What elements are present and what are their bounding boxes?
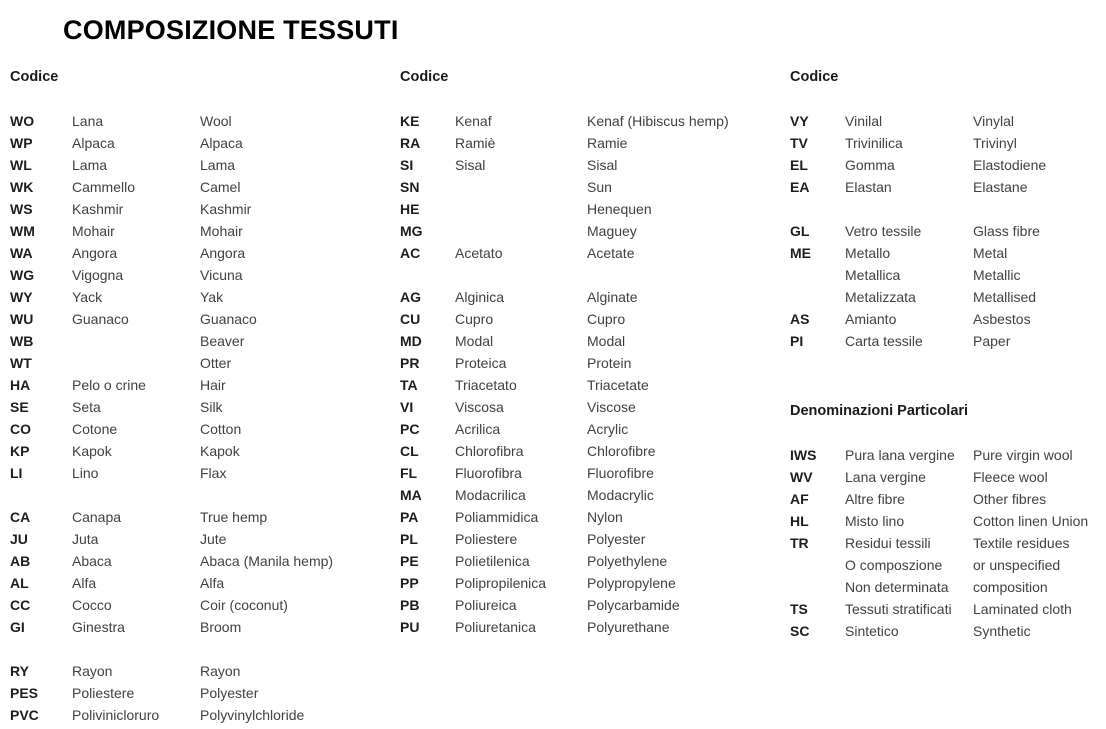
code-group — [790, 444, 1106, 642]
fiber-name-italian: Vetro tessile — [845, 223, 922, 239]
fiber-name-italian — [72, 352, 200, 374]
fiber-code: EL — [790, 157, 808, 173]
fiber-code: WT — [10, 355, 32, 371]
fiber-name-english: Guanaco — [200, 311, 257, 327]
fiber-name-english: Laminated cloth — [973, 601, 1072, 617]
fiber-code: HL — [790, 513, 809, 529]
fiber-name-english: Polyvinylchloride — [200, 707, 305, 723]
table-row — [790, 330, 1106, 352]
fiber-name-italian: Polivinicloruro — [72, 707, 160, 723]
codes-column-3 — [790, 66, 1106, 642]
fiber-name-italian: Polietilenica — [455, 553, 530, 569]
fiber-code: PP — [400, 575, 419, 591]
table-row — [10, 132, 392, 154]
table-row — [10, 110, 392, 132]
fiber-name-english: Polyurethane — [587, 619, 670, 635]
table-row — [400, 572, 778, 594]
fiber-name-english: Fleece wool — [973, 469, 1048, 485]
fiber-code: GL — [790, 223, 810, 239]
fiber-name-italian: Alginica — [455, 289, 505, 305]
page-title: COMPOSIZIONE TESSUTI — [63, 15, 399, 45]
fiber-code: PB — [400, 597, 420, 613]
table-row — [790, 286, 1106, 308]
table-row — [790, 598, 1106, 620]
fiber-name-english: Maguey — [587, 223, 637, 239]
table-row — [400, 352, 778, 374]
fiber-name-italian: Guanaco — [72, 311, 129, 327]
fiber-name-italian: Cammello — [72, 179, 136, 195]
table-row — [790, 488, 1106, 510]
section-header: Codice — [400, 69, 449, 85]
table-row — [10, 704, 392, 726]
fiber-code: WA — [10, 245, 33, 261]
fiber-name-english: Broom — [200, 619, 242, 635]
fiber-name-english: Vinylal — [973, 113, 1014, 129]
table-row — [400, 154, 778, 176]
fiber-name-italian: Poliuretanica — [455, 619, 536, 635]
table-row — [400, 374, 778, 396]
fiber-name-italian: Kapok — [72, 443, 112, 459]
fiber-name-italian: Seta — [72, 399, 101, 415]
table-row — [10, 528, 392, 550]
table-row — [10, 242, 392, 264]
fiber-name-english: Rayon — [200, 663, 241, 679]
codes-column-1 — [10, 66, 392, 726]
fiber-name-english: Cupro — [587, 311, 626, 327]
fiber-code: AC — [400, 245, 421, 261]
fiber-name-english: Abaca (Manila hemp) — [200, 553, 334, 569]
fiber-code: CO — [10, 421, 31, 437]
table-row — [790, 154, 1106, 176]
code-section — [400, 66, 778, 638]
fiber-code: VI — [400, 399, 414, 415]
fiber-name-english: Polyester — [200, 685, 259, 701]
fiber-name-english: Synthetic — [973, 623, 1031, 639]
fiber-code: TV — [790, 135, 808, 151]
fiber-code — [790, 554, 845, 576]
fiber-name-italian: Alpaca — [72, 135, 115, 151]
table-row — [790, 308, 1106, 330]
fiber-code: PR — [400, 355, 420, 371]
fiber-name-english: Polyethylene — [587, 553, 668, 569]
fiber-code: KE — [400, 113, 420, 129]
table-row — [400, 616, 778, 638]
fiber-code: PA — [400, 509, 419, 525]
table-row — [400, 242, 778, 264]
fiber-name-english: Kenaf (Hibiscus hemp) — [587, 113, 729, 129]
fiber-name-english: Coir (coconut) — [200, 597, 288, 613]
fiber-name-italian: Altre fibre — [845, 491, 905, 507]
fiber-code: WG — [10, 267, 35, 283]
fiber-name-english: Vicuna — [200, 267, 243, 283]
table-row — [400, 330, 778, 352]
table-row — [400, 110, 778, 132]
table-row — [10, 264, 392, 286]
fiber-name-italian: Ramiè — [455, 135, 496, 151]
fiber-name-english: Polypropylene — [587, 575, 676, 591]
fiber-name-italian: Lama — [72, 157, 108, 173]
code-group — [10, 506, 392, 638]
table-row — [400, 308, 778, 330]
fiber-name-english: Triacetate — [587, 377, 649, 393]
fiber-code: SC — [790, 623, 810, 639]
fiber-name-italian: Poliestere — [455, 531, 518, 547]
fiber-name-italian: Residui tessili — [845, 535, 931, 551]
fiber-name-italian: Vigogna — [72, 267, 124, 283]
fiber-code: SN — [400, 179, 420, 195]
fiber-name-italian: Cocco — [72, 597, 112, 613]
fiber-name-italian: Kenaf — [455, 113, 492, 129]
table-row — [790, 242, 1106, 264]
fiber-name-italian: Kashmir — [72, 201, 124, 217]
fiber-code: RY — [10, 663, 29, 679]
fiber-code: TS — [790, 601, 808, 617]
fiber-code: ME — [790, 245, 811, 261]
table-row — [400, 176, 778, 198]
fiber-name-english: Alginate — [587, 289, 638, 305]
fiber-name-english: or unspecified — [973, 557, 1061, 573]
fiber-code: WY — [10, 289, 33, 305]
table-row — [10, 616, 392, 638]
fiber-name-english: Hair — [200, 377, 226, 393]
fiber-name-italian: Fluorofibra — [455, 465, 522, 481]
table-row — [10, 572, 392, 594]
table-row — [10, 374, 392, 396]
fiber-name-italian — [455, 176, 587, 198]
fiber-name-italian — [455, 220, 587, 242]
fiber-code: WB — [10, 333, 34, 349]
codes-column-2 — [400, 66, 778, 638]
fiber-name-english: Kashmir — [200, 201, 252, 217]
fiber-code: PES — [10, 685, 39, 701]
fiber-name-italian: Vinilal — [845, 113, 883, 129]
fiber-name-italian: Modal — [455, 333, 494, 349]
table-row — [790, 132, 1106, 154]
fiber-code: WL — [10, 157, 32, 173]
fiber-name-english: Beaver — [200, 333, 245, 349]
fiber-name-italian: Pelo o crine — [72, 377, 146, 393]
fiber-name-italian: Poliureica — [455, 597, 517, 613]
code-group — [10, 110, 392, 484]
table-row — [10, 506, 392, 528]
table-row — [400, 220, 778, 242]
fiber-name-italian: Poliammidica — [455, 509, 539, 525]
fiber-name-english: Acrylic — [587, 421, 629, 437]
fiber-code: GI — [10, 619, 25, 635]
table-row — [400, 396, 778, 418]
table-row — [10, 440, 392, 462]
fiber-name-english: Metal — [973, 245, 1008, 261]
code-section — [10, 66, 392, 726]
fiber-name-english: Flax — [200, 465, 227, 481]
fiber-code: PC — [400, 421, 420, 437]
fiber-name-english: Modacrylic — [587, 487, 654, 503]
table-row — [10, 286, 392, 308]
fiber-name-italian: Tessuti stratificati — [845, 601, 952, 617]
table-row — [10, 550, 392, 572]
table-row — [790, 620, 1106, 642]
table-row — [790, 554, 1106, 576]
fiber-name-english: Paper — [973, 333, 1011, 349]
table-row — [10, 176, 392, 198]
fiber-name-italian: Metalizzata — [845, 289, 916, 305]
fiber-code: MA — [400, 487, 422, 503]
code-section — [790, 400, 1106, 642]
table-row — [790, 532, 1106, 554]
code-group — [400, 110, 778, 264]
fiber-code: IWS — [790, 447, 817, 463]
fiber-name-italian — [455, 198, 587, 220]
fiber-code: PI — [790, 333, 804, 349]
fiber-code: JU — [10, 531, 28, 547]
fiber-code: EA — [790, 179, 810, 195]
fiber-code: AL — [10, 575, 29, 591]
fiber-code: WO — [10, 113, 35, 129]
fiber-name-italian: Pura lana vergine — [845, 447, 955, 463]
fiber-name-english: Angora — [200, 245, 246, 261]
table-row — [790, 510, 1106, 532]
fiber-name-italian: Poliestere — [72, 685, 135, 701]
fiber-name-italian: Cupro — [455, 311, 494, 327]
fiber-name-italian: Lino — [72, 465, 99, 481]
fiber-code: AG — [400, 289, 421, 305]
fiber-name-italian: Ginestra — [72, 619, 125, 635]
fiber-name-english: Elastane — [973, 179, 1028, 195]
fiber-name-italian: Yack — [72, 289, 103, 305]
fiber-name-english: Cotton linen Union — [973, 513, 1089, 529]
fiber-code: PL — [400, 531, 418, 547]
fiber-name-english: Mohair — [200, 223, 243, 239]
fiber-code: CA — [10, 509, 31, 525]
fiber-code: CC — [10, 597, 31, 613]
table-row — [400, 462, 778, 484]
fiber-name-italian: Misto lino — [845, 513, 905, 529]
fiber-name-english: Protein — [587, 355, 632, 371]
fiber-name-english: Sisal — [587, 157, 618, 173]
fiber-code — [790, 576, 845, 598]
fiber-name-italian: Lana — [72, 113, 104, 129]
fiber-name-italian: Elastan — [845, 179, 892, 195]
table-row — [10, 330, 392, 352]
fiber-code: AB — [10, 553, 31, 569]
fiber-name-english: Elastodiene — [973, 157, 1047, 173]
fiber-code: TR — [790, 535, 809, 551]
table-row — [400, 440, 778, 462]
table-row — [400, 528, 778, 550]
fiber-name-english: Jute — [200, 531, 227, 547]
fiber-name-english: Nylon — [587, 509, 623, 525]
fiber-name-italian: Polipropilenica — [455, 575, 547, 591]
fiber-name-italian: Amianto — [845, 311, 897, 327]
fiber-name-english: Camel — [200, 179, 241, 195]
fiber-name-italian: O composzione — [845, 557, 943, 573]
fiber-name-english: Alpaca — [200, 135, 243, 151]
table-row — [400, 550, 778, 572]
fiber-name-italian: Viscosa — [455, 399, 504, 415]
fiber-code: AF — [790, 491, 809, 507]
fiber-name-english: Otter — [200, 355, 232, 371]
fiber-name-italian: Canapa — [72, 509, 122, 525]
fiber-code: KP — [10, 443, 30, 459]
fiber-code: SI — [400, 157, 414, 173]
table-row — [400, 594, 778, 616]
fiber-name-italian: Metallo — [845, 245, 891, 261]
fiber-name-english: Metallic — [973, 267, 1021, 283]
fiber-name-italian: Sisal — [455, 157, 486, 173]
fiber-name-english: Asbestos — [973, 311, 1031, 327]
table-row — [10, 660, 392, 682]
fiber-name-english: Pure virgin wool — [973, 447, 1073, 463]
fiber-name-english: Glass fibre — [973, 223, 1040, 239]
fiber-name-italian: Modacrilica — [455, 487, 526, 503]
table-row — [400, 132, 778, 154]
fiber-name-italian: Rayon — [72, 663, 113, 679]
table-row — [790, 444, 1106, 466]
table-row — [10, 198, 392, 220]
fiber-name-english: Cotton — [200, 421, 242, 437]
fiber-name-english: Polycarbamide — [587, 597, 680, 613]
fiber-code: WP — [10, 135, 33, 151]
fiber-name-english: Textile residues — [973, 535, 1070, 551]
fiber-name-italian: Chlorofibra — [455, 443, 524, 459]
table-row — [10, 352, 392, 374]
fiber-name-english: Yak — [200, 289, 224, 305]
fiber-code: HE — [400, 201, 420, 217]
fiber-name-english: Chlorofibre — [587, 443, 656, 459]
fiber-name-italian: Mohair — [72, 223, 115, 239]
fiber-name-italian: Triacetato — [455, 377, 517, 393]
fiber-name-italian: Non determinata — [845, 579, 949, 595]
table-row — [10, 308, 392, 330]
fiber-name-italian: Proteica — [455, 355, 507, 371]
fiber-code — [790, 286, 845, 308]
fiber-code: CL — [400, 443, 419, 459]
fiber-code: CU — [400, 311, 421, 327]
fiber-name-english: Alfa — [200, 575, 225, 591]
code-group — [10, 660, 392, 726]
fiber-code: WS — [10, 201, 33, 217]
section-header: Codice — [10, 69, 59, 85]
fiber-name-italian: Carta tessile — [845, 333, 923, 349]
table-row — [10, 154, 392, 176]
fiber-code: LI — [10, 465, 23, 481]
table-row — [10, 418, 392, 440]
fiber-name-italian: Trivinilica — [845, 135, 903, 151]
fiber-code: WV — [790, 469, 813, 485]
fiber-name-english: Metallised — [973, 289, 1037, 305]
table-row — [790, 466, 1106, 488]
fiber-code: PE — [400, 553, 419, 569]
table-row — [790, 110, 1106, 132]
fiber-name-english: Fluorofibre — [587, 465, 654, 481]
fiber-code: MG — [400, 223, 423, 239]
fiber-name-english: Trivinyl — [973, 135, 1017, 151]
fiber-code: RA — [400, 135, 421, 151]
table-row — [790, 576, 1106, 598]
fiber-name-english: composition — [973, 579, 1048, 595]
table-row — [10, 220, 392, 242]
table-row — [10, 682, 392, 704]
fiber-code: WK — [10, 179, 34, 195]
table-row — [400, 286, 778, 308]
table-row — [790, 220, 1106, 242]
fiber-code: MD — [400, 333, 422, 349]
fiber-name-english: Henequen — [587, 201, 652, 217]
fiber-name-english: Polyester — [587, 531, 646, 547]
code-group — [790, 220, 1106, 352]
table-row — [10, 462, 392, 484]
fiber-code: TA — [400, 377, 418, 393]
fiber-name-italian — [72, 330, 200, 352]
fiber-code — [790, 264, 845, 286]
fiber-name-english: Wool — [200, 113, 232, 129]
fiber-name-italian: Acrilica — [455, 421, 501, 437]
fiber-name-english: Kapok — [200, 443, 240, 459]
fiber-name-italian: Acetato — [455, 245, 503, 261]
fiber-name-italian: Abaca — [72, 553, 112, 569]
fiber-name-english: Acetate — [587, 245, 635, 261]
fiber-code: WM — [10, 223, 35, 239]
table-row — [400, 506, 778, 528]
fiber-name-italian: Lana vergine — [845, 469, 926, 485]
fiber-name-english: Modal — [587, 333, 626, 349]
fiber-name-italian: Angora — [72, 245, 118, 261]
fiber-code: VY — [790, 113, 809, 129]
table-row — [400, 484, 778, 506]
fiber-code: HA — [10, 377, 31, 393]
fiber-name-english: True hemp — [200, 509, 268, 525]
fiber-code: AS — [790, 311, 810, 327]
fiber-name-italian: Metallica — [845, 267, 901, 283]
fiber-code: WU — [10, 311, 34, 327]
fiber-name-italian: Gomma — [845, 157, 895, 173]
fiber-code: SE — [10, 399, 29, 415]
fiber-name-english: Viscose — [587, 399, 636, 415]
section-header: Denominazioni Particolari — [790, 403, 969, 419]
table-row — [400, 198, 778, 220]
table-row — [10, 396, 392, 418]
table-row — [400, 418, 778, 440]
fiber-name-english: Lama — [200, 157, 236, 173]
table-row — [790, 264, 1106, 286]
code-section — [790, 66, 1106, 352]
fiber-name-italian: Juta — [72, 531, 99, 547]
fiber-code: PU — [400, 619, 420, 635]
fiber-code: FL — [400, 465, 418, 481]
code-group — [790, 110, 1106, 198]
fiber-name-italian: Sintetico — [845, 623, 899, 639]
section-header: Codice — [790, 69, 839, 85]
fiber-name-english: Ramie — [587, 135, 628, 151]
fiber-name-italian: Alfa — [72, 575, 97, 591]
fiber-name-english: Silk — [200, 399, 223, 415]
code-group — [400, 286, 778, 638]
table-row — [790, 176, 1106, 198]
fiber-name-english: Sun — [587, 179, 612, 195]
fiber-name-italian: Cotone — [72, 421, 118, 437]
fiber-name-english: Other fibres — [973, 491, 1047, 507]
fiber-code: PVC — [10, 707, 39, 723]
table-row — [10, 594, 392, 616]
